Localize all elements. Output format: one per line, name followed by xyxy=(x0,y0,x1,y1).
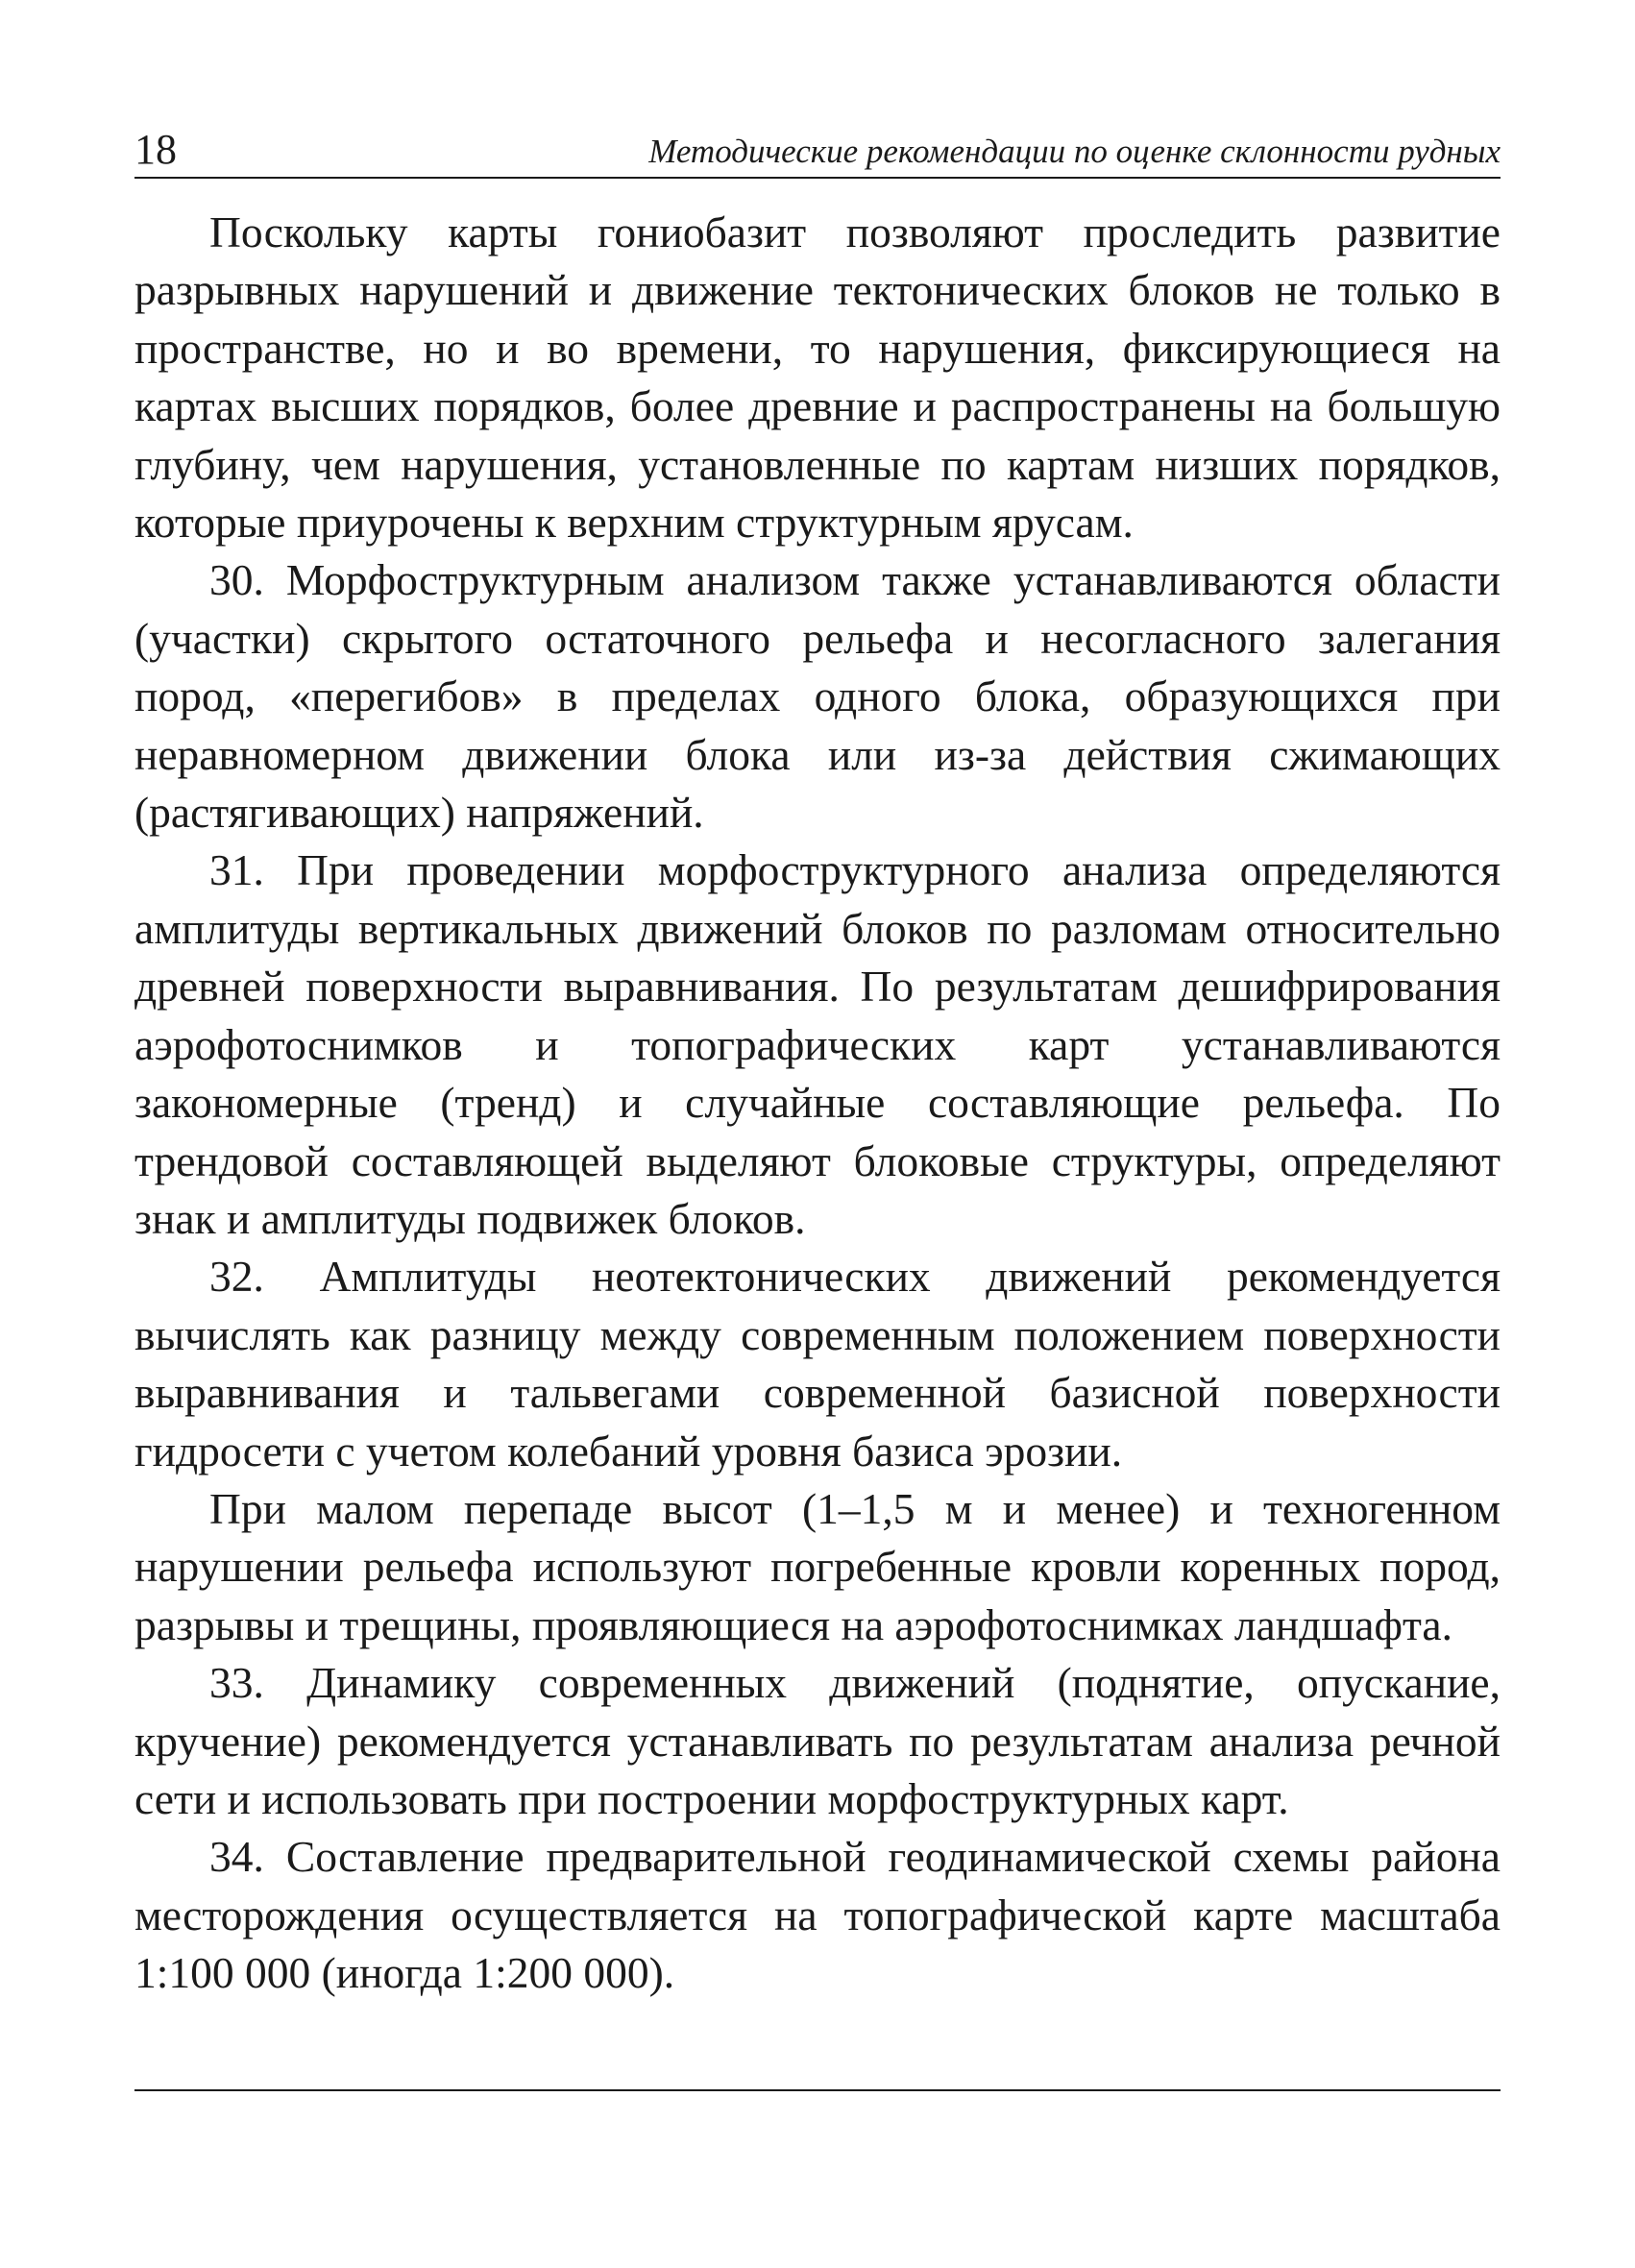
paragraph-33: 33. Динамику современных движений (поднятие, опускание, кручение) рекомендуется устанавливать по результатам анализа речной сети и использовать при построении морфоструктурных карт. xyxy=(134,1658,1501,1823)
running-title: Методические рекомендации по оценке склонности рудных xyxy=(648,133,1501,170)
page-body xyxy=(134,204,1501,2003)
paragraph-30: 30. Морфоструктурным анализом также устанавливаются области (участки) скрытого остаточного рельефа и несогласного залегания пород, «перегибов» в пределах одного блока, образующихся при неравномерном движении блока или из-за действия сжимающих (растягивающих) напряжений. xyxy=(134,555,1501,838)
paragraph-31: 31. При проведении морфоструктурного анализа определяются амплитуды вертикальных движений блоков по разломам относительно древней поверхности выравнивания. По результатам дешифрирования аэрофотоснимков и топографических карт устанавливаются закономерные (тренд) и случайные составляющие рельефа. По трендовой составляющей выделяют блоковые структуры, определяют знак и амплитуды подвижек блоков. xyxy=(134,845,1501,1243)
paragraph-32: 32. Амплитуды неотектонических движений рекомендуется вычислять как разницу между современным положением поверхности выравнивания и тальвегами современной базисной поверхности гидросети с учетом колебаний уровня базиса эрозии. xyxy=(134,1252,1501,1475)
page-header xyxy=(134,123,1501,179)
paragraph-34: 34. Составление предварительной геодинамической схемы района месторождения осуществляется на топографической карте масштаба 1:100 000 (иногда 1:200 000). xyxy=(134,1832,1501,1998)
paragraph-intro: Поскольку карты гониобазит позволяют проследить развитие разрывных нарушений и движение тектонических блоков не только в пространстве, но и во времени, то нарушения, фиксирующиеся на картах высших порядков, более древние и распространены на большую глубину, чем нарушения, установленные по картам низших порядков, которые приурочены к верхним структурным ярусам. xyxy=(134,207,1501,548)
bottom-divider xyxy=(134,2089,1501,2091)
paragraph-32-note: При малом перепаде высот (1–1,5 м и менее) и техногенном нарушении рельефа используют погребенные кровли коренных пород, разрывы и трещины, проявляющиеся на аэрофотоснимках ландшафта. xyxy=(134,1483,1501,1649)
page-number: 18 xyxy=(134,126,177,173)
